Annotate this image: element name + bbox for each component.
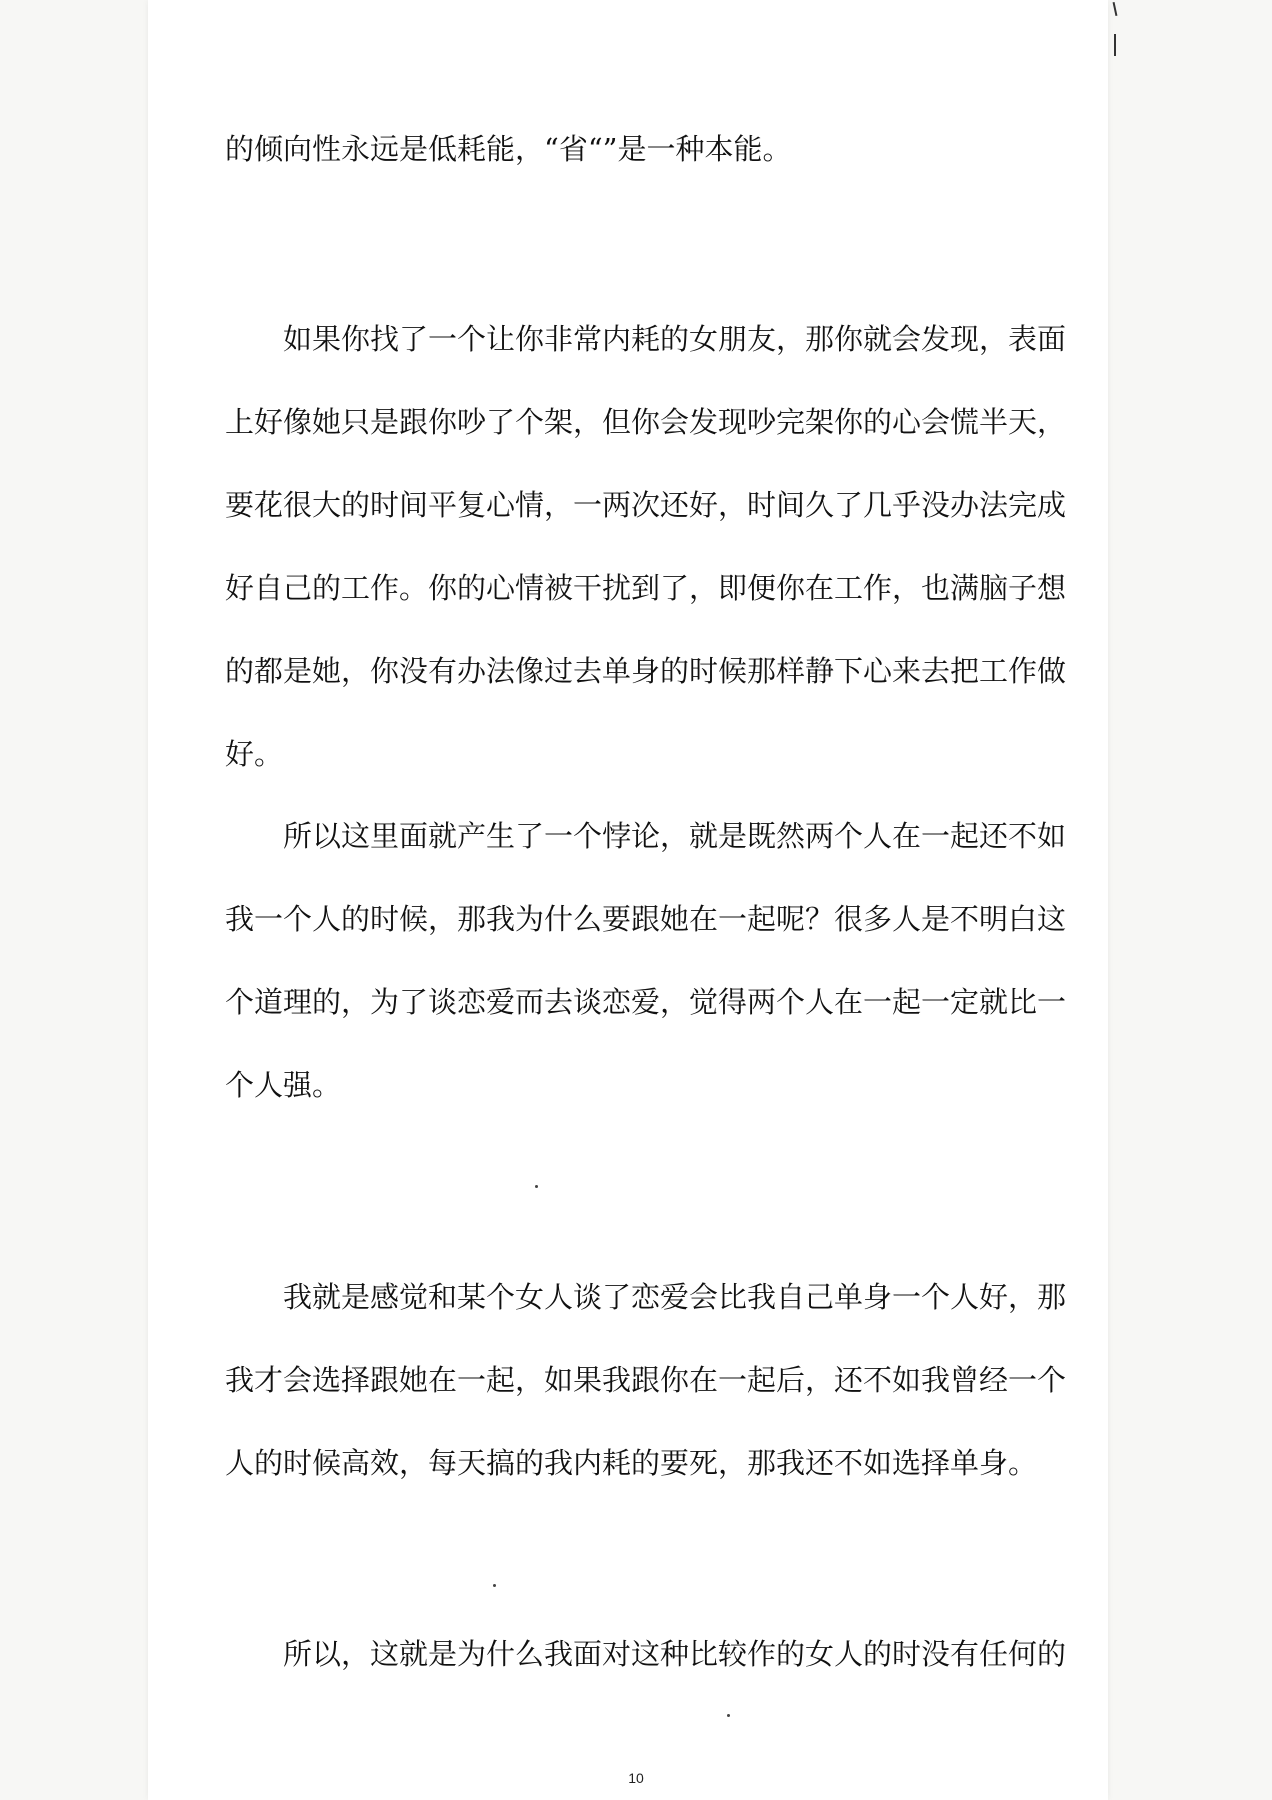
text-line: 我就是感觉和某个女人谈了恋爱会比我自己单身一个人好，那 [283, 1280, 1067, 1314]
scan-mark [1113, 2, 1118, 16]
text-line: 所以这里面就产生了一个悖论，就是既然两个人在一起还不如 [283, 819, 1067, 853]
text-line: 我一个人的时候，那我为什么要跟她在一起呢？很多人是不明白这 [225, 902, 1067, 936]
text-line: 我才会选择跟她在一起，如果我跟你在一起后，还不如我曾经一个 [225, 1363, 1067, 1397]
paragraph [225, 108, 1045, 191]
scan-mark [1114, 34, 1116, 56]
paragraph-text [225, 1613, 1067, 1696]
scan-speck [493, 1584, 496, 1587]
page-number: 10 [628, 1770, 644, 1786]
paragraph [225, 795, 1067, 1127]
paragraph-text [225, 1256, 1067, 1505]
text-line: 个人强。 [225, 1068, 342, 1102]
paragraph [225, 1613, 1067, 1696]
text-line: 如果你找了一个让你非常内耗的女朋友，那你就会发现，表面 [283, 322, 1067, 356]
paragraph [225, 298, 1067, 796]
text-line: 的倾向性永远是低耗能，“省“”是一种本能。 [225, 132, 792, 166]
paragraph-text [225, 795, 1067, 1127]
text-line: 所以，这就是为什么我面对这种比较作的女人的时没有任何的 [283, 1637, 1067, 1671]
paragraph-text [225, 298, 1067, 796]
paragraph [225, 1256, 1067, 1505]
text-line: 要花很大的时间平复心情，一两次还好，时间久了几乎没办法完成 [225, 488, 1067, 522]
text-line: 上好像她只是跟你吵了个架，但你会发现吵完架你的心会慌半天， [225, 405, 1067, 439]
text-line: 好。 [225, 737, 284, 771]
paragraph-text [225, 108, 1045, 191]
text-line: 好自己的工作。你的心情被干扰到了，即便你在工作，也满脑子想 [225, 571, 1067, 605]
text-line: 个道理的，为了谈恋爱而去谈恋爱，觉得两个人在一起一定就比一 [225, 985, 1067, 1019]
scan-speck [727, 1714, 730, 1717]
text-line: 的都是她，你没有办法像过去单身的时候那样静下心来去把工作做 [225, 654, 1067, 688]
text-line: 人的时候高效，每天搞的我内耗的要死，那我还不如选择单身。 [225, 1446, 1038, 1480]
scan-speck [535, 1185, 538, 1188]
